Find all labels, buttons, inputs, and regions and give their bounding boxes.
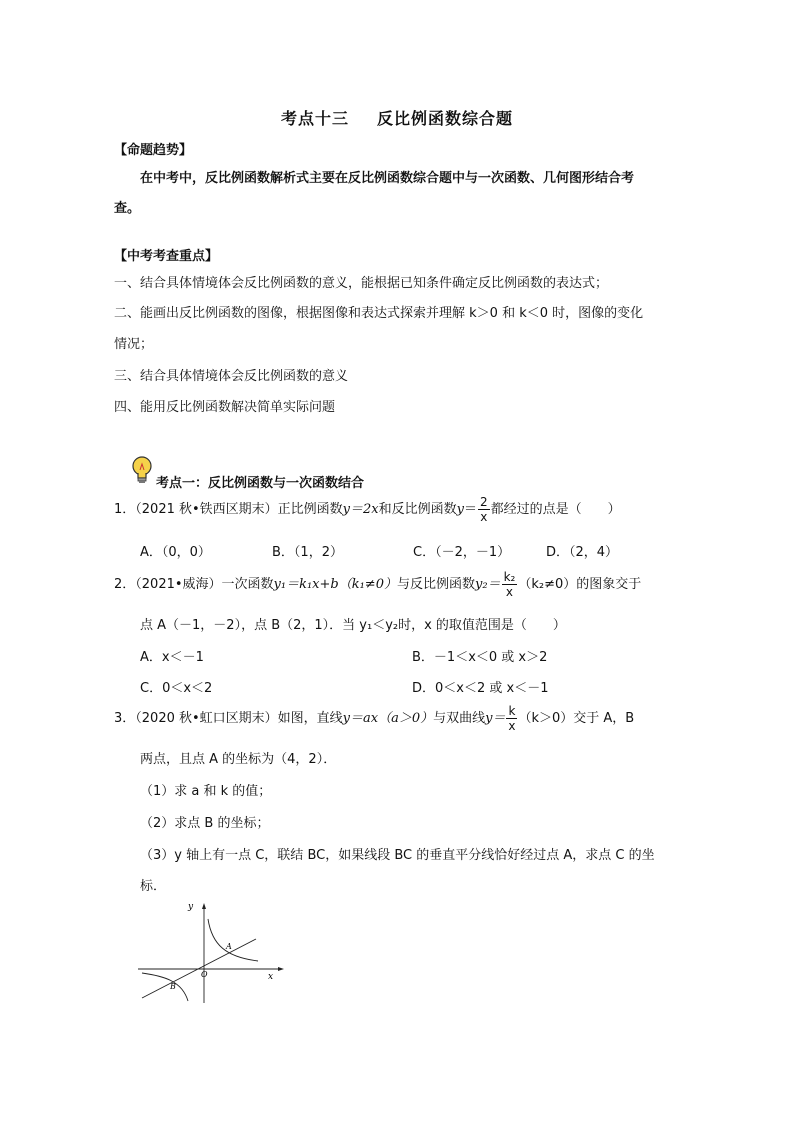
question-1: 1．（2021 秋•铁西区期末）正比例函数y＝2x和反比例函数y＝ $\frac{2}{x}$ 都经过的点是（ ）: [114, 495, 621, 524]
question-3: 3．（2020 秋•虹口区期末）如图，直线y＝ax（a＞0）与双曲线y＝ $\frac{k}{x}$ （k＞0）交于 A，B: [114, 704, 635, 733]
q1-option-a: A．（0，0）: [140, 545, 211, 560]
q3-part-3: （3）y 轴上有一点 C，联结 BC，如果线段 BC 的垂直平分线恰好经过点 A，求点 C 的坐: [140, 848, 655, 863]
focus-item: 情况；: [114, 337, 154, 352]
question-2: 2．（2021•威海）一次函数y₁＝k₁x+b（k₁≠0）与反比例函数y₂＝ $\frac{\text{k₂}}{x}$ （k₂≠0）的图象交于: [114, 570, 642, 599]
focus-item: 二、能画出反比例函数的图像，根据图像和表达式探索并理解 k＞0 和 k＜0 时，图像的变化: [114, 306, 644, 321]
label-b: B: [170, 982, 176, 991]
focus-item: 一、结合具体情境体会反比例函数的意义，能根据已知条件确定反比例函数的表达式；: [114, 276, 609, 291]
q3-part-2: （2）求点 B 的坐标；: [140, 816, 270, 831]
section-heading: 考点一：反比例函数与一次函数结合: [156, 476, 365, 491]
q2-option-b: B．－1＜x＜0 或 x＞2: [412, 650, 548, 665]
q2-line-2: 点 A（－1，－2），点 B（2，1）．当 y₁＜y₂时，x 的取值范围是（ ）: [140, 618, 566, 633]
label-y: y: [188, 902, 194, 912]
fraction: $\frac{\text{k₂}}{x}$: [503, 570, 516, 599]
q1-option-b: B．（1，2）: [272, 545, 343, 560]
focus-heading: 【中考考查重点】: [114, 249, 219, 264]
q2-option-a: A．x＜－1: [140, 650, 204, 665]
page-title: 考点十三 反比例函数综合题: [280, 109, 514, 128]
label-o: O: [201, 970, 208, 979]
fraction: $\frac{k}{x}$: [508, 704, 516, 733]
line-y-ax: [142, 939, 256, 998]
hyperbola-branch-1: [208, 919, 258, 961]
q3-part-1: （1）求 a 和 k 的值；: [140, 784, 272, 799]
q2-option-d: D．0＜x＜2 或 x＜－1: [412, 681, 549, 696]
focus-item: 三、结合具体情境体会反比例函数的意义: [114, 369, 349, 384]
q2-option-c: C．0＜x＜2: [140, 681, 213, 696]
label-x: x: [268, 972, 274, 982]
q1-option-d: D．（2，4）: [546, 545, 619, 560]
q3-part-4: 标．: [140, 879, 167, 894]
q3-line-2: 两点，且点 A 的坐标为（4，2）．: [140, 752, 337, 767]
trend-line-1: 在中考中，反比例函数解析式主要在反比例函数综合题中与一次函数、几何图形结合考: [140, 171, 635, 186]
hyperbola-branch-2: [142, 973, 188, 1001]
trend-line-2: 查。: [114, 201, 141, 216]
x-axis-arrow: [278, 967, 284, 971]
fraction: $\frac{2}{x}$: [480, 495, 488, 524]
y-axis-arrow: [202, 903, 206, 909]
focus-item: 四、能用反比例函数解决简单实际问题: [114, 400, 336, 415]
trend-heading: 【命题趋势】: [114, 143, 193, 158]
label-a: A: [226, 942, 232, 951]
lightbulb-icon: [130, 456, 154, 490]
q3-figure: [134, 897, 294, 1011]
q1-option-c: C．（－2，－1）: [413, 545, 511, 560]
